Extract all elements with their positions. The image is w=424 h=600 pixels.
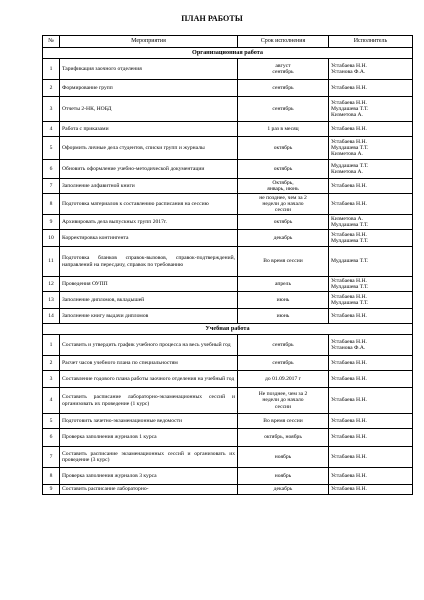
table-header-row	[43, 36, 413, 48]
task-cell: Подготовка бланков справок-вызовов, справок-подтверждений, направлений на пересдачу, справок по требованию	[60, 247, 238, 277]
org-row	[43, 179, 413, 194]
task-cell: Проверка заполнения журналов 3 курса	[60, 468, 238, 485]
edu-row	[43, 429, 413, 447]
org-row	[43, 277, 413, 292]
deadline-cell: октябрь	[238, 137, 329, 160]
task-cell: Отчеты 2-НК, НОБД	[60, 97, 238, 122]
deadline-cell: ноябрь	[238, 447, 329, 468]
deadline-cell: сентябрь	[238, 356, 329, 371]
row-number: 9	[43, 215, 60, 230]
executor-cell: Устабаева Н.Н.	[329, 179, 413, 194]
executor-cell: Устабаева Н.Н.	[329, 194, 413, 215]
row-number: 10	[43, 230, 60, 247]
section-title: Организационная работа	[43, 48, 413, 59]
executor-cell: Кизметова А. Мулдашева Т.Т.	[329, 215, 413, 230]
task-cell: Оформить личные дела студентов, списки групп и журналы	[60, 137, 238, 160]
edu-row	[43, 485, 413, 495]
header-activities: Мероприятия	[60, 36, 238, 48]
row-number: 5	[43, 414, 60, 429]
executor-cell: Устабаева Н.Н.	[329, 122, 413, 137]
deadline-cell: Во время сессии	[238, 247, 329, 277]
row-number: 2	[43, 80, 60, 97]
row-number: 8	[43, 468, 60, 485]
row-number: 11	[43, 247, 60, 277]
executor-cell: Устабаева Н.Н.	[329, 447, 413, 468]
org-row	[43, 97, 413, 122]
deadline-cell: ноябрь	[238, 468, 329, 485]
task-cell: Корректировка контингента	[60, 230, 238, 247]
row-number: 1	[43, 59, 60, 80]
executor-cell: Устабаева Н.Н.	[329, 485, 413, 495]
row-number: 14	[43, 309, 60, 324]
section-educational	[43, 324, 413, 335]
org-row	[43, 309, 413, 324]
executor-cell: Устабаева Н.Н. Мулдашева Т.Т.	[329, 230, 413, 247]
row-number: 1	[43, 335, 60, 356]
task-cell: Заполнение книгу выдачи дипломов	[60, 309, 238, 324]
executor-cell: Устабаева Н.Н. Установа Ф.А.	[329, 59, 413, 80]
row-number: 4	[43, 388, 60, 414]
row-number: 12	[43, 277, 60, 292]
executor-cell: Устабаева Н.Н.	[329, 468, 413, 485]
executor-cell: Муддашева Т.Т. Кизметова А.	[329, 160, 413, 179]
deadline-cell: сентябрь	[238, 97, 329, 122]
edu-row	[43, 371, 413, 388]
document-title: ПЛАН РАБОТЫ	[181, 14, 243, 23]
row-number: 9	[43, 485, 60, 495]
executor-cell: Устабаева Н.Н. Установа Ф.А.	[329, 335, 413, 356]
row-number: 7	[43, 179, 60, 194]
task-cell: Обновить оформление учебно-методической документации	[60, 160, 238, 179]
edu-row	[43, 414, 413, 429]
deadline-cell: не позднее, чем за 2 недели до начало сессии	[238, 194, 329, 215]
task-cell: Подготовить зачетно-экзаменационные ведомости	[60, 414, 238, 429]
deadline-cell: октябрь	[238, 160, 329, 179]
org-row	[43, 215, 413, 230]
deadline-cell: октябрь	[238, 215, 329, 230]
task-cell: Подготовка материалов к составлению расписания на сессию	[60, 194, 238, 215]
task-cell: Составить расписание лабораторно-	[60, 485, 238, 495]
task-cell: Заполнение алфавитной книги	[60, 179, 238, 194]
task-cell: Работа с приказами	[60, 122, 238, 137]
row-number: 13	[43, 292, 60, 309]
task-cell: Составить расписание лабораторно-экзаменационных сессий и организовать их проведение (1 курс)	[60, 388, 238, 414]
org-row	[43, 292, 413, 309]
org-row	[43, 230, 413, 247]
edu-row	[43, 356, 413, 371]
org-row	[43, 247, 413, 277]
row-number: 8	[43, 194, 60, 215]
org-row	[43, 80, 413, 97]
executor-cell: Устабаева Н.Н.	[329, 309, 413, 324]
edu-row	[43, 447, 413, 468]
edu-row	[43, 335, 413, 356]
org-row	[43, 59, 413, 80]
deadline-cell: Октябрь, январь, июнь	[238, 179, 329, 194]
header-executor: Исполнитель	[329, 36, 413, 48]
deadline-cell: октябрь, ноябрь	[238, 429, 329, 447]
executor-cell: Устабаева Н.Н. Мулдашева Т.Т.	[329, 277, 413, 292]
deadline-cell: апрель	[238, 277, 329, 292]
executor-cell: Устабаева Н.Н. Мулдашева Т.Т. Кизметова А.	[329, 97, 413, 122]
executor-cell: Устабаева Н.Н.	[329, 80, 413, 97]
executor-cell: Муддашева Т.Т.	[329, 247, 413, 277]
task-cell: Составить и утвердить график учебного процесса на весь учебный год	[60, 335, 238, 356]
deadline-cell: сентябрь	[238, 80, 329, 97]
deadline-cell: Не позднее, чем за 2 недели до начало сессии	[238, 388, 329, 414]
row-number: 3	[43, 97, 60, 122]
section-title: Учебная работа	[43, 324, 413, 335]
work-plan-table	[42, 35, 413, 495]
section-organizational	[43, 48, 413, 59]
deadline-cell: Во время сессии	[238, 414, 329, 429]
executor-cell: Устабаева Н.Н.	[329, 371, 413, 388]
edu-row	[43, 388, 413, 414]
task-cell: Архивировать дела выпускных групп 2017г.	[60, 215, 238, 230]
deadline-cell: июнь	[238, 309, 329, 324]
row-number: 6	[43, 429, 60, 447]
org-row	[43, 122, 413, 137]
row-number: 6	[43, 160, 60, 179]
task-cell: Тарификация заочного отделения	[60, 59, 238, 80]
row-number: 4	[43, 122, 60, 137]
executor-cell: Устабаева Н.Н.	[329, 414, 413, 429]
task-cell: Формирование групп	[60, 80, 238, 97]
deadline-cell: декабрь	[238, 485, 329, 495]
row-number: 5	[43, 137, 60, 160]
header-number: №	[43, 36, 60, 48]
task-cell: Составить расписание экзаменационных сессий и организовать их проведение (3 курс)	[60, 447, 238, 468]
deadline-cell: декабрь	[238, 230, 329, 247]
executor-cell: Устабаева Н.Н. Мулдашева Т.Т.	[329, 292, 413, 309]
executor-cell: Устабаева Н.Н.	[329, 429, 413, 447]
org-row	[43, 137, 413, 160]
task-cell: Расчет часов учебного плана по специальностям	[60, 356, 238, 371]
header-deadline: Срок исполнения	[238, 36, 329, 48]
task-cell: Заполнение дипломов, вкладышей	[60, 292, 238, 309]
row-number: 7	[43, 447, 60, 468]
task-cell: Составление годового плана работы заочного отделения на учебный год	[60, 371, 238, 388]
task-cell: Проверка заполнения журналов 1 курса	[60, 429, 238, 447]
org-row	[43, 194, 413, 215]
edu-row	[43, 468, 413, 485]
row-number: 3	[43, 371, 60, 388]
org-row	[43, 160, 413, 179]
deadline-cell: сентябрь	[238, 335, 329, 356]
executor-cell: Устабаева Н.Н. Мулдашева Т.Т. Кизметова А.	[329, 137, 413, 160]
deadline-cell: 1 раз в месяц	[238, 122, 329, 137]
row-number: 2	[43, 356, 60, 371]
deadline-cell: июнь	[238, 292, 329, 309]
deadline-cell: до 01.09.2017 г	[238, 371, 329, 388]
task-cell: Проведения ОУПП	[60, 277, 238, 292]
deadline-cell: август сентябрь	[238, 59, 329, 80]
executor-cell: Устабаева Н.Н.	[329, 356, 413, 371]
executor-cell: Устабаева Н.Н.	[329, 388, 413, 414]
